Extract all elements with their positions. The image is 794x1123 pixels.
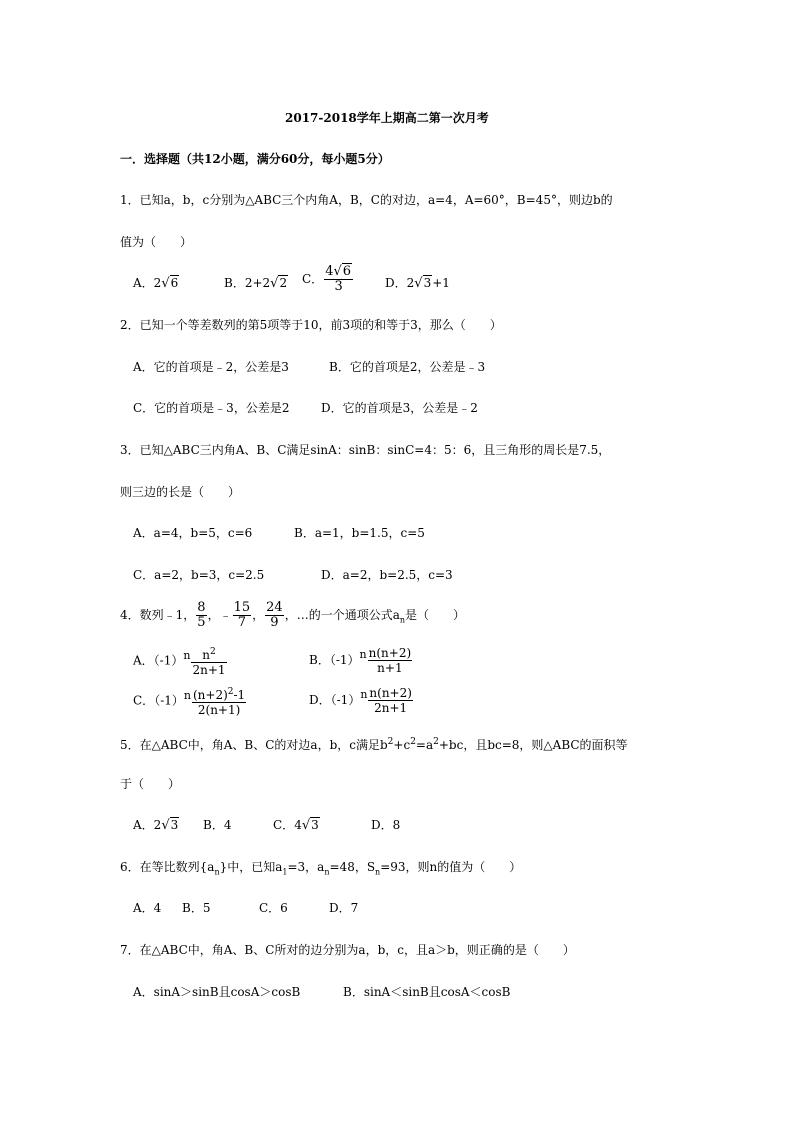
q4-option-a: A．（-1）n $\frac{n^2}{2n+1}$ (133, 647, 226, 677)
q3-option-b: B．a=1，b=1.5，c=5 (294, 526, 425, 540)
q1-option-b: B．2+2√2 (224, 276, 288, 291)
q5-stem-line2: 于（ ） (120, 777, 181, 791)
q4-stem: 4．数列﹣1， $\frac{8}{5}$ ，﹣ $\frac{15}{7}$ ， $\frac{24}{9}$ ，…的一个通项公式$a_n$是（ ） (120, 600, 466, 630)
q6-option-a: A．4 (133, 901, 162, 915)
q2-option-d: D．它的首项是3，公差是﹣2 (321, 401, 478, 415)
q3-stem-line2: 则三边的长是（ ） (120, 485, 241, 499)
q6-option-c: C．6 (259, 901, 288, 915)
q1-option-a: A．2√6 (133, 276, 179, 291)
page-title: 2017-2018学年上期高二第一次月考 (285, 111, 489, 125)
q4-option-d: D．（-1）n $\frac{n(n+2)}{2n+1}$ (309, 686, 412, 715)
q6-option-b: B．5 (182, 901, 211, 915)
q3-option-d: D．a=2，b=2.5，c=3 (321, 568, 453, 582)
section-heading: 一．选择题（共12小题，满分60分，每小题5分） (120, 152, 390, 166)
q5-option-c: C．4√3 (273, 818, 319, 833)
q3-stem-line1: 3．已知△ABC三内角A、B、C满足sinA：sinB：sinC=4：5：6，且三角形的周长是7.5， (120, 443, 611, 457)
q5-option-a: A．2√3 (133, 818, 179, 833)
q2-option-a: A．它的首项是﹣2，公差是3 (133, 360, 289, 374)
q2-option-c: C．它的首项是﹣3，公差是2 (133, 401, 290, 415)
q1-stem-line2: 值为（ ） (120, 235, 193, 249)
q6-stem: 6．在等比数列$\{a_n\}$中，已知$a_1=3$，$a_n=48$，$S_n=93$，则n的值为（ ） (120, 860, 522, 877)
q2-stem: 2．已知一个等差数列的第5项等于10，前3项的和等于3，那么（ ） (120, 318, 502, 332)
q7-option-b: B．sinA＜sinB且cosA＜cosB (343, 985, 511, 999)
q1-option-d: D．2√3+1 (385, 276, 450, 291)
q5-stem-line1: 5．在△ABC中，角A、B、C的对边a，b，c满足$b^2+c^2=a^2+bc$，且bc=8，则△ABC的面积等 (120, 737, 628, 752)
q5-option-d: D．8 (371, 818, 401, 832)
q4-option-c: C．（-1）n $\frac{(n+2)^2-1}{2(n+1)}$ (133, 687, 246, 717)
q1-stem-line1: 1．已知a，b，c分别为△ABC三个内角A，B，C的对边，a=4，A=60°，B=45°，则边b的 (120, 193, 613, 207)
q6-option-d: D．7 (329, 901, 359, 915)
q7-option-a: A．sinA＞sinB且cosA＞cosB (133, 985, 301, 999)
q4-option-b: B．（-1）n $\frac{n(n+2)}{n+1}$ (309, 646, 412, 675)
q5-option-b: B．4 (203, 818, 232, 832)
q7-stem: 7．在△ABC中，角A、B、C所对的边分别为a，b，c，且a＞b，则正确的是（ ） (120, 943, 575, 957)
q2-option-b: B．它的首项是2，公差是﹣3 (329, 360, 486, 374)
q3-option-c: C．a=2，b=3，c=2.5 (133, 568, 265, 582)
q3-option-a: A．a=4，b=5，c=6 (133, 526, 253, 540)
q1-option-c: C． $\frac{4√6}{3}$ (302, 264, 352, 294)
